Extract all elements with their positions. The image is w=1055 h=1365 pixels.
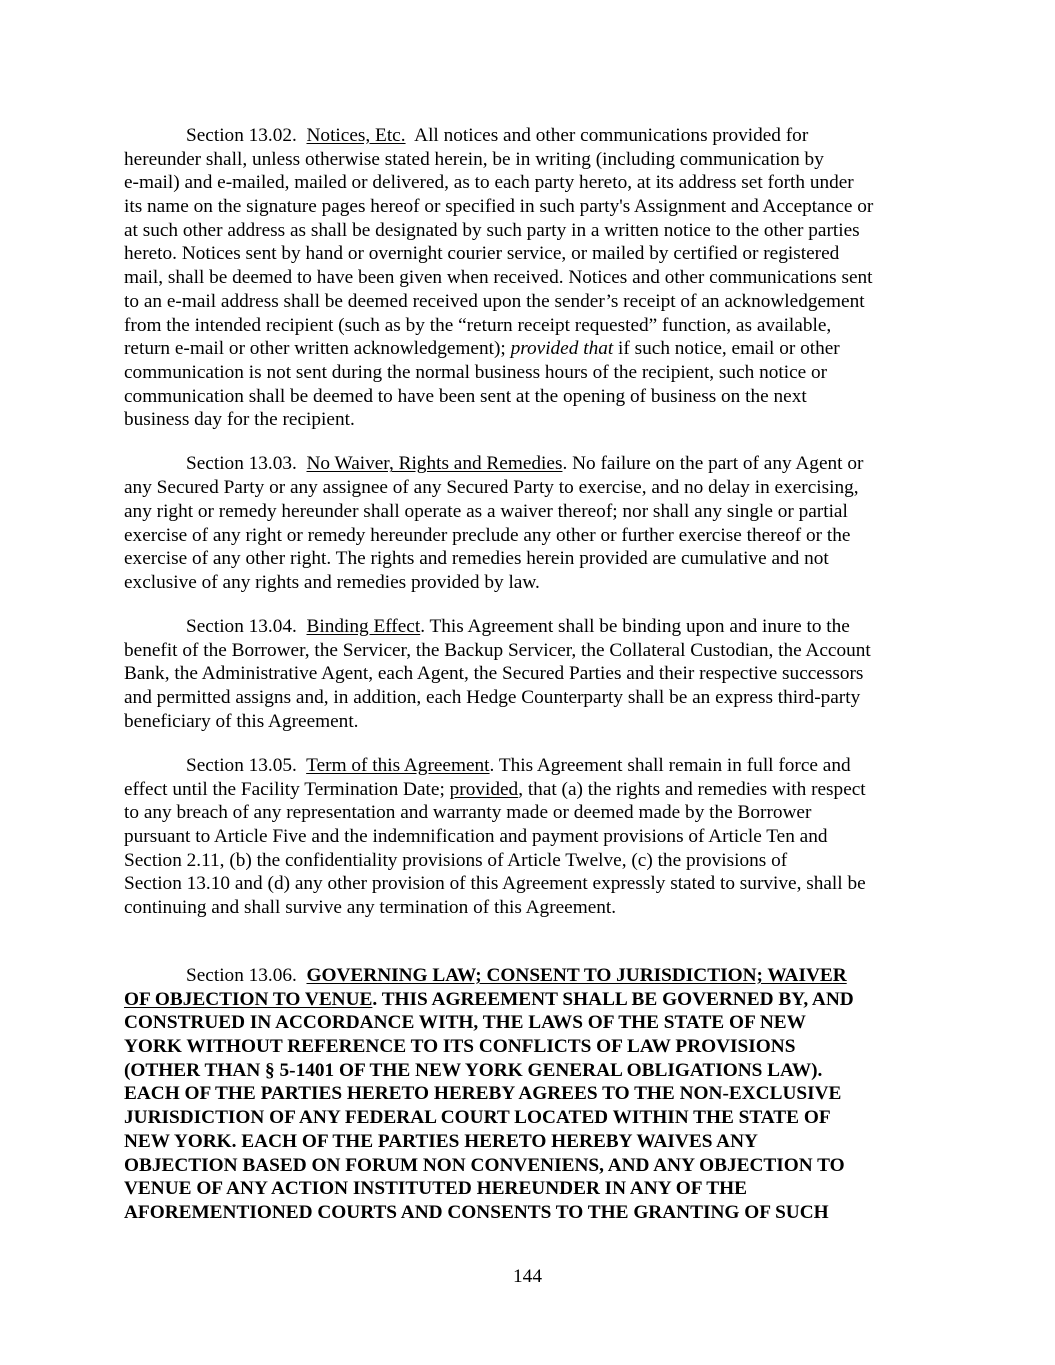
section-text: OBJECTION BASED ON FORUM NON CONVENIENS, AND ANY OBJECTION TO [124, 1154, 845, 1176]
section-text: e-mail) and e-mailed, mailed or delivered, as to each party hereto, at its address set forth under [124, 172, 854, 194]
section-text: (OTHER THAN § 5-1401 OF THE NEW YORK GENERAL OBLIGATIONS LAW). [124, 1059, 823, 1081]
section-heading: No Waiver, Rights and Remedies [306, 453, 563, 475]
section-text: YORK WITHOUT REFERENCE TO ITS CONFLICTS OF LAW PROVISIONS [124, 1036, 796, 1058]
section-text: . No failure on the part of any Agent or [562, 453, 864, 475]
section-text: business day for the recipient. [124, 409, 355, 431]
section-text: its name on the signature pages hereof or specified in such party's Assignment and Acceptance or [124, 196, 874, 218]
section-text: Section 13.10 and (d) any other provision of this Agreement expressly stated to survive, shall be [124, 873, 866, 895]
section-text: . This Agreement shall remain in full force and [489, 755, 851, 776]
section-text: CONSTRUED IN ACCORDANCE WITH, THE LAWS OF THE STATE OF NEW [124, 1012, 806, 1034]
section-number: Section 13.02. [186, 125, 297, 146]
section-text: VENUE OF ANY ACTION INSTITUTED HEREUNDER IN ANY OF THE [124, 1178, 747, 1200]
section-13-04 [124, 615, 932, 733]
section-text: communication is not sent during the normal business hours of the recipient, such notice or [124, 361, 828, 383]
section-text: if such notice, email or other [618, 338, 840, 360]
section-text: pursuant to Article Five and the indemnification and payment provisions of Article Ten and [124, 826, 828, 848]
section-text: and permitted assigns and, in addition, each Hedge Counterparty shall be an express third-party [124, 687, 861, 709]
section-text: exclusive of any rights and remedies provided by law. [124, 571, 540, 593]
section-text: beneficiary of this Agreement. [124, 710, 359, 732]
section-13-03 [124, 452, 932, 594]
section-text: to an e-mail address shall be deemed received upon the sender’s receipt of an acknowledgement [124, 290, 865, 312]
section-number: Section 13.04. [186, 616, 297, 638]
section-text: exercise of any right or remedy hereunder preclude any other or further exercise thereof or the [124, 524, 851, 546]
section-13-05 [124, 754, 932, 944]
section-text: communication shall be deemed to have been sent at the opening of business on the next [124, 385, 807, 407]
section-text: any Secured Party or any assignee of any Secured Party to exercise, and no delay in exercising, [124, 477, 859, 499]
section-text: EACH OF THE PARTIES HERETO HEREBY AGREES TO THE NON-EXCLUSIVE [124, 1083, 842, 1105]
section-text: . This Agreement shall be binding upon and inure to the [420, 616, 850, 638]
section-text: NEW YORK. EACH OF THE PARTIES HERETO HEREBY WAIVES ANY [124, 1130, 758, 1152]
section-heading: GOVERNING LAW; CONSENT TO JURISDICTION; WAIVER [306, 965, 847, 986]
section-number: Section 13.06. [186, 965, 297, 986]
section-text: mail, shall be deemed to have been given when received. Notices and other communications sent [124, 267, 873, 289]
section-text [124, 920, 932, 944]
section-text: All notices and other communications provided for [414, 125, 809, 146]
section-text: JURISDICTION OF ANY FEDERAL COURT LOCATED WITHIN THE STATE OF [124, 1107, 831, 1129]
section-text: from the intended recipient (such as by the “return receipt requested” function, as available, [124, 314, 832, 336]
section-number: Section 13.03. [186, 453, 297, 475]
section-text: Section 2.11, (b) the confidentiality provisions of Article Twelve, (c) the provisions of [124, 849, 788, 871]
section-13-02 [124, 124, 932, 432]
section-text: effect until the Facility Termination Date; [124, 778, 445, 800]
section-text: Bank, the Administrative Agent, each Agent, the Secured Parties and their respective successors [124, 663, 864, 685]
section-text: at such other address as shall be designated by such party in a written notice to the other parties [124, 219, 860, 241]
section-13-06 [124, 964, 932, 1225]
section-text: hereto. Notices sent by hand or overnight courier service, or mailed by certified or registered [124, 243, 840, 265]
underlined-term: provided [449, 778, 519, 800]
section-text: to any breach of any representation and warranty made or deemed made by the Borrower [124, 802, 812, 824]
section-text: . THIS AGREEMENT SHALL BE GOVERNED BY, AND [372, 988, 854, 1010]
section-number: Section 13.05. [186, 755, 297, 776]
section-heading: OF OBJECTION TO VENUE [124, 988, 373, 1010]
section-text: benefit of the Borrower, the Servicer, the Backup Servicer, the Collateral Custodian, the Account [124, 639, 871, 661]
section-text: return e-mail or other written acknowledgement); [124, 338, 506, 360]
document-page [124, 124, 932, 1225]
section-text: AFOREMENTIONED COURTS AND CONSENTS TO THE GRANTING OF SUCH [124, 1201, 829, 1223]
section-text: any right or remedy hereunder shall operate as a waiver thereof; nor shall any single or partial [124, 500, 848, 522]
section-heading: Binding Effect [306, 616, 421, 638]
section-text: hereunder shall, unless otherwise stated herein, be in writing (including communication by [124, 148, 824, 170]
section-text: , that (a) the rights and remedies with respect [518, 778, 866, 800]
section-text: exercise of any other right. The rights and remedies herein provided are cumulative and not [124, 548, 829, 570]
page-number: 144 [513, 1266, 542, 1287]
italic-term: provided that [510, 338, 614, 360]
section-heading: Notices, Etc. [306, 125, 406, 146]
section-heading: Term of this Agreement [306, 755, 490, 776]
section-text: continuing and shall survive any termination of this Agreement. [124, 897, 617, 919]
